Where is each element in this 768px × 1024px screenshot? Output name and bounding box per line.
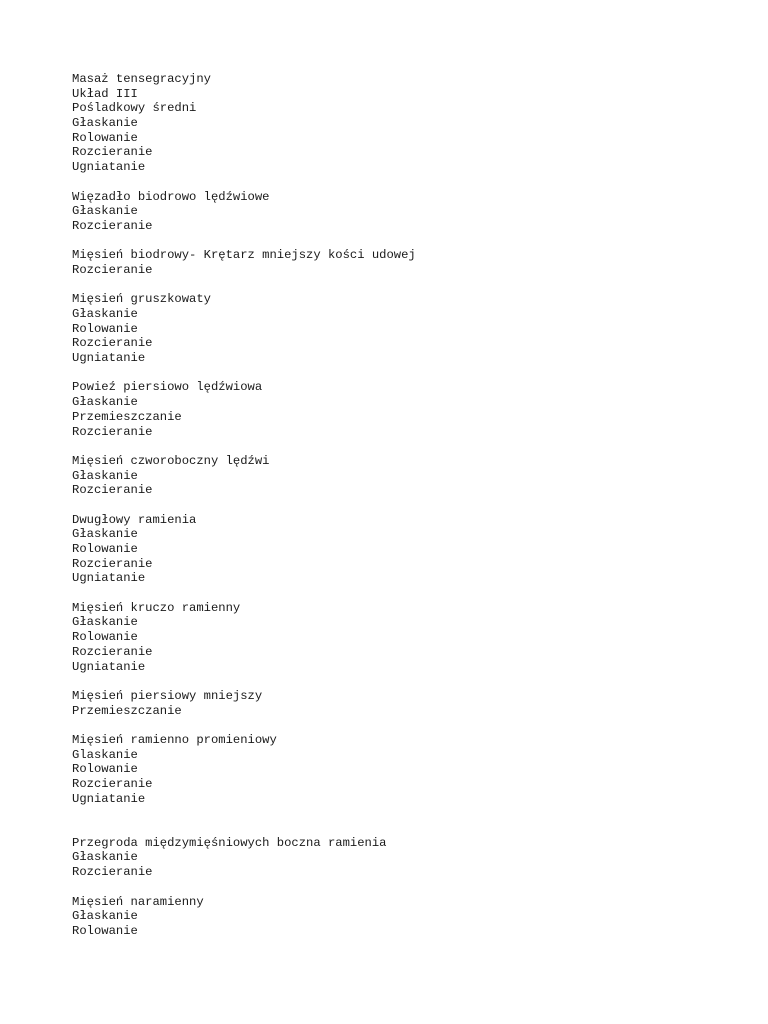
blank-line [72,806,712,821]
text-line: Masaż tensegracyjny [72,72,211,86]
document-page [72,72,712,939]
text-line: Przegroda międzymięśniowych boczna ramienia [72,835,387,850]
text-line: Rozcieranie [72,644,153,659]
blank-line [72,278,712,293]
text-line: Mięsień biodrowy- Krętarz mniejszy kości udowej [72,248,416,263]
blank-line [72,175,712,190]
text-line: Mięsień czworoboczny lędźwi [72,453,270,468]
text-line: Ugniatanie [72,351,146,366]
text-line: Głaskanie [72,204,138,219]
blank-line [72,439,712,454]
text-line: Przemieszczanie [72,409,182,424]
text-line: Rozcieranie [72,262,153,277]
text-line: Mięsień ramienno promieniowy [72,732,277,747]
text-line: Głaskanie [72,527,138,542]
text-line: Rolowanie [72,630,138,645]
text-line: Rolowanie [72,762,138,777]
text-line: Ugniatanie [72,791,146,806]
text-line: Głaskanie [72,615,138,630]
blank-line [72,234,712,249]
blank-line [72,586,712,601]
text-line: Pośladkowy średni [72,101,197,116]
text-line: Rozcieranie [72,145,153,160]
text-line: Glaskanie [72,747,138,762]
text-line: Głaskanie [72,307,138,321]
text-line: Mięsień naramienny [72,894,204,909]
text-line: Głaskanie [72,116,138,131]
text-line: Rozcieranie [72,424,153,439]
text-line: Rozcieranie [72,556,153,571]
text-line: Głaskanie [72,468,138,483]
text-line: Mięsień kruczo ramienny [72,600,241,615]
text-line: Rolowanie [72,321,138,336]
text-line: Rolowanie [72,923,138,938]
text-line: Powieź piersiowo lędźwiowa [72,380,263,395]
text-line: Rozcieranie [72,483,153,498]
text-line: Ugniatanie [72,571,146,586]
blank-line [72,498,712,513]
blank-line [72,718,712,733]
blank-line [72,674,712,689]
text-line: Rozcieranie [72,865,153,880]
text-line: Przemieszczanie [72,703,182,718]
text-line: Głaskanie [72,395,138,410]
text-line: Rozcieranie [72,218,153,233]
text-line: Układ III [72,86,138,101]
text-line: Ugniatanie [72,659,146,674]
text-line: Rolowanie [72,542,138,556]
blank-line [72,880,712,895]
text-line: Rolowanie [72,130,138,145]
text-line: Głaskanie [72,850,138,865]
text-line: Mięsień gruszkowaty [72,292,211,307]
text-line: Więzadło biodrowo lędźwiowe [72,189,270,204]
text-line: Ugniatanie [72,160,146,175]
text-line: Rozcieranie [72,336,153,351]
text-line: Głaskanie [72,909,138,924]
blank-line [72,366,712,381]
text-line: Mięsień piersiowy mniejszy [72,688,263,703]
blank-line [72,821,712,836]
text-line: Rozcieranie [72,777,153,791]
text-line: Dwugłowy ramienia [72,512,197,527]
